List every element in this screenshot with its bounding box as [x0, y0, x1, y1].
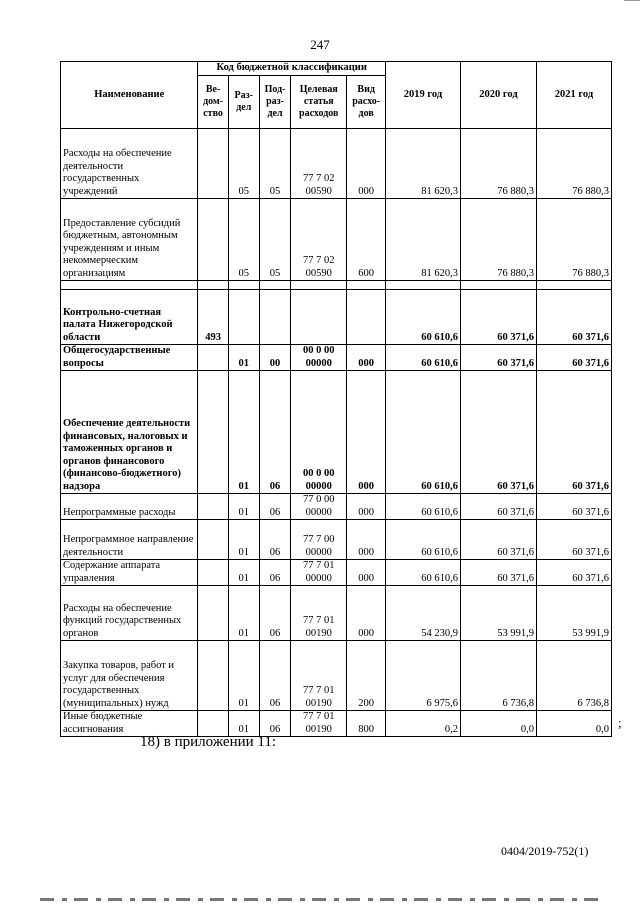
table-cell-target-article: 77 7 01 00190 [291, 586, 347, 641]
budget-table [60, 61, 612, 737]
table-cell-target-article: 77 0 00 00000 [291, 494, 347, 520]
table-cell-subsection [259, 290, 290, 345]
top-edge-rule [624, 0, 640, 1]
spacer-cell [198, 281, 228, 290]
table-cell-expense-type: 200 [347, 641, 386, 711]
table-cell-target-article: 00 0 00 00000 [291, 345, 347, 371]
table-cell-name: Закупка товаров, работ и услуг для обеспечения государственных (муниципальных) нужд [61, 641, 198, 711]
table-row [61, 371, 612, 494]
table-cell-subsection: 06 [259, 586, 290, 641]
table-cell-subsection: 05 [259, 129, 290, 199]
table-cell-ministry [198, 711, 228, 737]
table-cell-2020: 0,0 [460, 711, 536, 737]
table-cell-target-article: 00 0 00 00000 [291, 371, 347, 494]
spacer-cell [259, 281, 290, 290]
table-row [61, 560, 612, 586]
table-cell-name: Предоставление субсидий бюджетным, автономным учреждениям и иным некоммерческим организациям [61, 199, 198, 281]
header-target-article: Целевая статья расходов [291, 76, 347, 129]
table-cell-expense-type: 000 [347, 345, 386, 371]
table-cell-section: 01 [228, 345, 259, 371]
table-cell-ministry: 493 [198, 290, 228, 345]
spacer-cell [291, 281, 347, 290]
table-cell-2020: 60 371,6 [460, 371, 536, 494]
table-cell-name: Непрограммные расходы [61, 494, 198, 520]
table-cell-expense-type: 000 [347, 129, 386, 199]
table-cell-ministry [198, 641, 228, 711]
table-cell-subsection: 05 [259, 199, 290, 281]
table-cell-2020: 60 371,6 [460, 560, 536, 586]
spacer-cell [347, 281, 386, 290]
table-cell-2021: 53 991,9 [536, 586, 611, 641]
table-cell-subsection: 06 [259, 520, 290, 560]
table-cell-expense-type: 600 [347, 199, 386, 281]
table-cell-expense-type: 000 [347, 586, 386, 641]
table-spacer-row [61, 281, 612, 290]
table-cell-ministry [198, 560, 228, 586]
table-cell-section [228, 290, 259, 345]
table-cell-target-article: 77 7 02 00590 [291, 129, 347, 199]
header-section: Раз- дел [228, 76, 259, 129]
table-cell-2021: 60 371,6 [536, 290, 611, 345]
table-cell-2019: 6 975,6 [385, 641, 460, 711]
table-row [61, 586, 612, 641]
table-cell-2020: 6 736,8 [460, 641, 536, 711]
table-cell-expense-type: 000 [347, 494, 386, 520]
table-cell-name: Иные бюджетные ассигнования [61, 711, 198, 737]
table-cell-name: Обеспечение деятельности финансовых, налоговых и таможенных органов и органов финансового (финансово-бюджетного) надзора [61, 371, 198, 494]
table-cell-2019: 60 610,6 [385, 371, 460, 494]
table-row [61, 520, 612, 560]
table-cell-subsection: 06 [259, 371, 290, 494]
header-subsection: Под- раз- дел [259, 76, 290, 129]
spacer-cell [460, 281, 536, 290]
spacer-cell [61, 281, 198, 290]
table-cell-2021: 60 371,6 [536, 494, 611, 520]
table-cell-expense-type: 000 [347, 520, 386, 560]
table-cell-expense-type: 000 [347, 560, 386, 586]
table-cell-2020: 60 371,6 [460, 520, 536, 560]
table-cell-2021: 60 371,6 [536, 520, 611, 560]
header-classification-code: Код бюджетной классификации [198, 62, 385, 76]
table-cell-target-article: 77 7 02 00590 [291, 199, 347, 281]
table-cell-2020: 53 991,9 [460, 586, 536, 641]
table-cell-section: 01 [228, 371, 259, 494]
table-cell-target-article: 77 7 00 00000 [291, 520, 347, 560]
table-cell-name: Расходы на обеспечение деятельности государственных учреждений [61, 129, 198, 199]
table-cell-target-article [291, 290, 347, 345]
table-cell-2019: 60 610,6 [385, 494, 460, 520]
table-cell-2021: 0,0 [536, 711, 611, 737]
table-cell-2019: 60 610,6 [385, 345, 460, 371]
table-cell-subsection: 00 [259, 345, 290, 371]
table-row [61, 711, 612, 737]
table-row [61, 129, 612, 199]
table-cell-2021: 60 371,6 [536, 371, 611, 494]
table-cell-2019: 60 610,6 [385, 520, 460, 560]
table-cell-section: 01 [228, 520, 259, 560]
table-cell-2021: 76 880,3 [536, 199, 611, 281]
table-cell-name: Непрограммное направление деятельности [61, 520, 198, 560]
table-cell-name: Содержание аппарата управления [61, 560, 198, 586]
table-cell-2020: 76 880,3 [460, 129, 536, 199]
table-cell-section: 01 [228, 494, 259, 520]
table-cell-section: 05 [228, 129, 259, 199]
header-ministry: Ве- дом- ство [198, 76, 228, 129]
table-row [61, 345, 612, 371]
spacer-cell [228, 281, 259, 290]
table-cell-2019: 81 620,3 [385, 199, 460, 281]
table-cell-name: Расходы на обеспечение функций государственных органов [61, 586, 198, 641]
table-body [61, 129, 612, 737]
table-cell-ministry [198, 586, 228, 641]
row-end-semicolon: ; [618, 715, 622, 730]
header-expense-type: Вид расхо- дов [347, 76, 386, 129]
table-cell-2020: 76 880,3 [460, 199, 536, 281]
table-cell-2021: 6 736,8 [536, 641, 611, 711]
table-row [61, 290, 612, 345]
table-cell-subsection: 06 [259, 560, 290, 586]
table-cell-section: 05 [228, 199, 259, 281]
appendix-instruction: 18) в приложении 11: [140, 734, 277, 750]
header-2020: 2020 год [460, 62, 536, 129]
table-cell-2019: 0,2 [385, 711, 460, 737]
scan-edge-marks [40, 898, 600, 901]
table-cell-section: 01 [228, 711, 259, 737]
spacer-cell [536, 281, 611, 290]
table-cell-subsection: 06 [259, 494, 290, 520]
table-cell-section: 01 [228, 641, 259, 711]
table-cell-name: Общегосударственные вопросы [61, 345, 198, 371]
table-row [61, 494, 612, 520]
table-cell-2021: 60 371,6 [536, 560, 611, 586]
spacer-cell [385, 281, 460, 290]
table-cell-expense-type: 800 [347, 711, 386, 737]
table-cell-section: 01 [228, 586, 259, 641]
table-row [61, 199, 612, 281]
table-cell-expense-type [347, 290, 386, 345]
table-cell-2019: 60 610,6 [385, 290, 460, 345]
table-cell-ministry [198, 494, 228, 520]
table-cell-name: Контрольно-счетная палата Нижегородской области [61, 290, 198, 345]
table-row [61, 641, 612, 711]
table-cell-2019: 54 230,9 [385, 586, 460, 641]
table-cell-2019: 81 620,3 [385, 129, 460, 199]
table-cell-section: 01 [228, 560, 259, 586]
page-number: 247 [310, 37, 330, 52]
header-name: Наименование [61, 62, 198, 129]
table-cell-subsection: 06 [259, 711, 290, 737]
table-cell-ministry [198, 129, 228, 199]
table-cell-ministry [198, 520, 228, 560]
table-cell-2019: 60 610,6 [385, 560, 460, 586]
table-cell-2021: 60 371,6 [536, 345, 611, 371]
table-cell-ministry [198, 371, 228, 494]
table-cell-ministry [198, 345, 228, 371]
header-2021: 2021 год [536, 62, 611, 129]
table-cell-2021: 76 880,3 [536, 129, 611, 199]
table-cell-2020: 60 371,6 [460, 494, 536, 520]
table-cell-target-article: 77 7 01 00000 [291, 560, 347, 586]
table-cell-2020: 60 371,6 [460, 345, 536, 371]
document-code: 0404/2019-752(1) [501, 844, 589, 858]
table-cell-ministry [198, 199, 228, 281]
table-cell-subsection: 06 [259, 641, 290, 711]
table-cell-expense-type: 000 [347, 371, 386, 494]
table-cell-target-article: 77 7 01 00190 [291, 711, 347, 737]
header-2019: 2019 год [385, 62, 460, 129]
table-cell-target-article: 77 7 01 00190 [291, 641, 347, 711]
table-cell-2020: 60 371,6 [460, 290, 536, 345]
